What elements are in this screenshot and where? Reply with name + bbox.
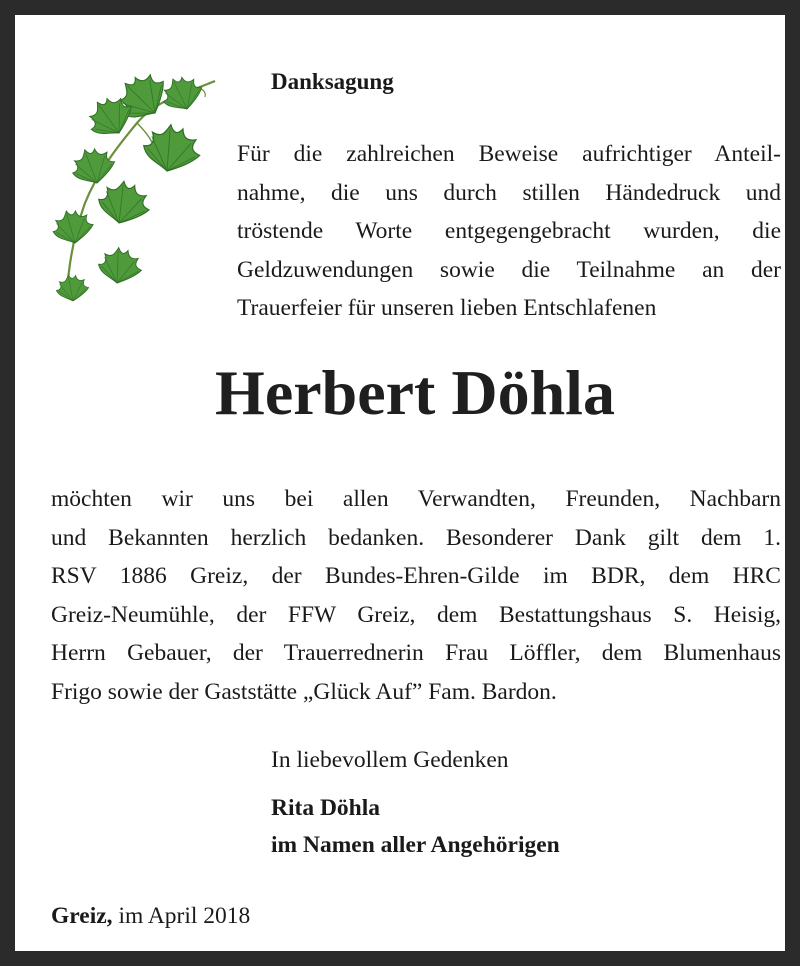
intro-line: Trauerfeier für unseren lieben Entschlafenen	[237, 295, 657, 321]
body-line: Greiz-Neumühle, der FFW Greiz, dem Bestattungshaus S. Heisig,	[51, 601, 781, 628]
intro-line: tröstende Worte entgegengebracht wurden, die	[237, 218, 781, 244]
grape-vine-icon	[37, 63, 237, 313]
signature-block	[271, 790, 560, 864]
body-line: Herrn Gebauer, der Trauerrednerin Frau Löffler, dem Blumenhaus	[51, 640, 781, 666]
body-line: Frigo sowie der Gaststätte „Glück Auf” Fam. Bardon.	[51, 678, 557, 705]
signature-note: im Namen aller Angehörigen	[271, 832, 560, 858]
deceased-name: Herbert Döhla	[215, 357, 615, 428]
signature-name: Rita Döhla	[271, 795, 381, 821]
intro-paragraph	[237, 135, 781, 328]
body-line: möchten wir uns bei allen Verwandten, Freunden, Nachbarn	[51, 486, 781, 512]
body-line: und Bekannten herzlich bedanken. Besonderer Dank gilt dem 1.	[51, 524, 781, 551]
notice-heading: Danksagung	[271, 69, 394, 94]
closing-phrase: In liebevollem Gedenken	[271, 747, 509, 773]
intro-line: Geldzuwendungen sowie die Teilnahme an der	[237, 256, 781, 283]
place-date-line	[51, 899, 250, 933]
place: Greiz,	[51, 903, 113, 929]
date: im April 2018	[118, 903, 251, 929]
intro-line: nahme, die uns durch stillen Händedruck und	[237, 179, 781, 206]
intro-line: Für die zahlreichen Beweise aufrichtiger Anteil-	[237, 141, 781, 167]
thanks-paragraph	[51, 480, 781, 711]
body-line: RSV 1886 Greiz, der Bundes-Ehren-Gilde im BDR, dem HRC	[51, 563, 781, 589]
